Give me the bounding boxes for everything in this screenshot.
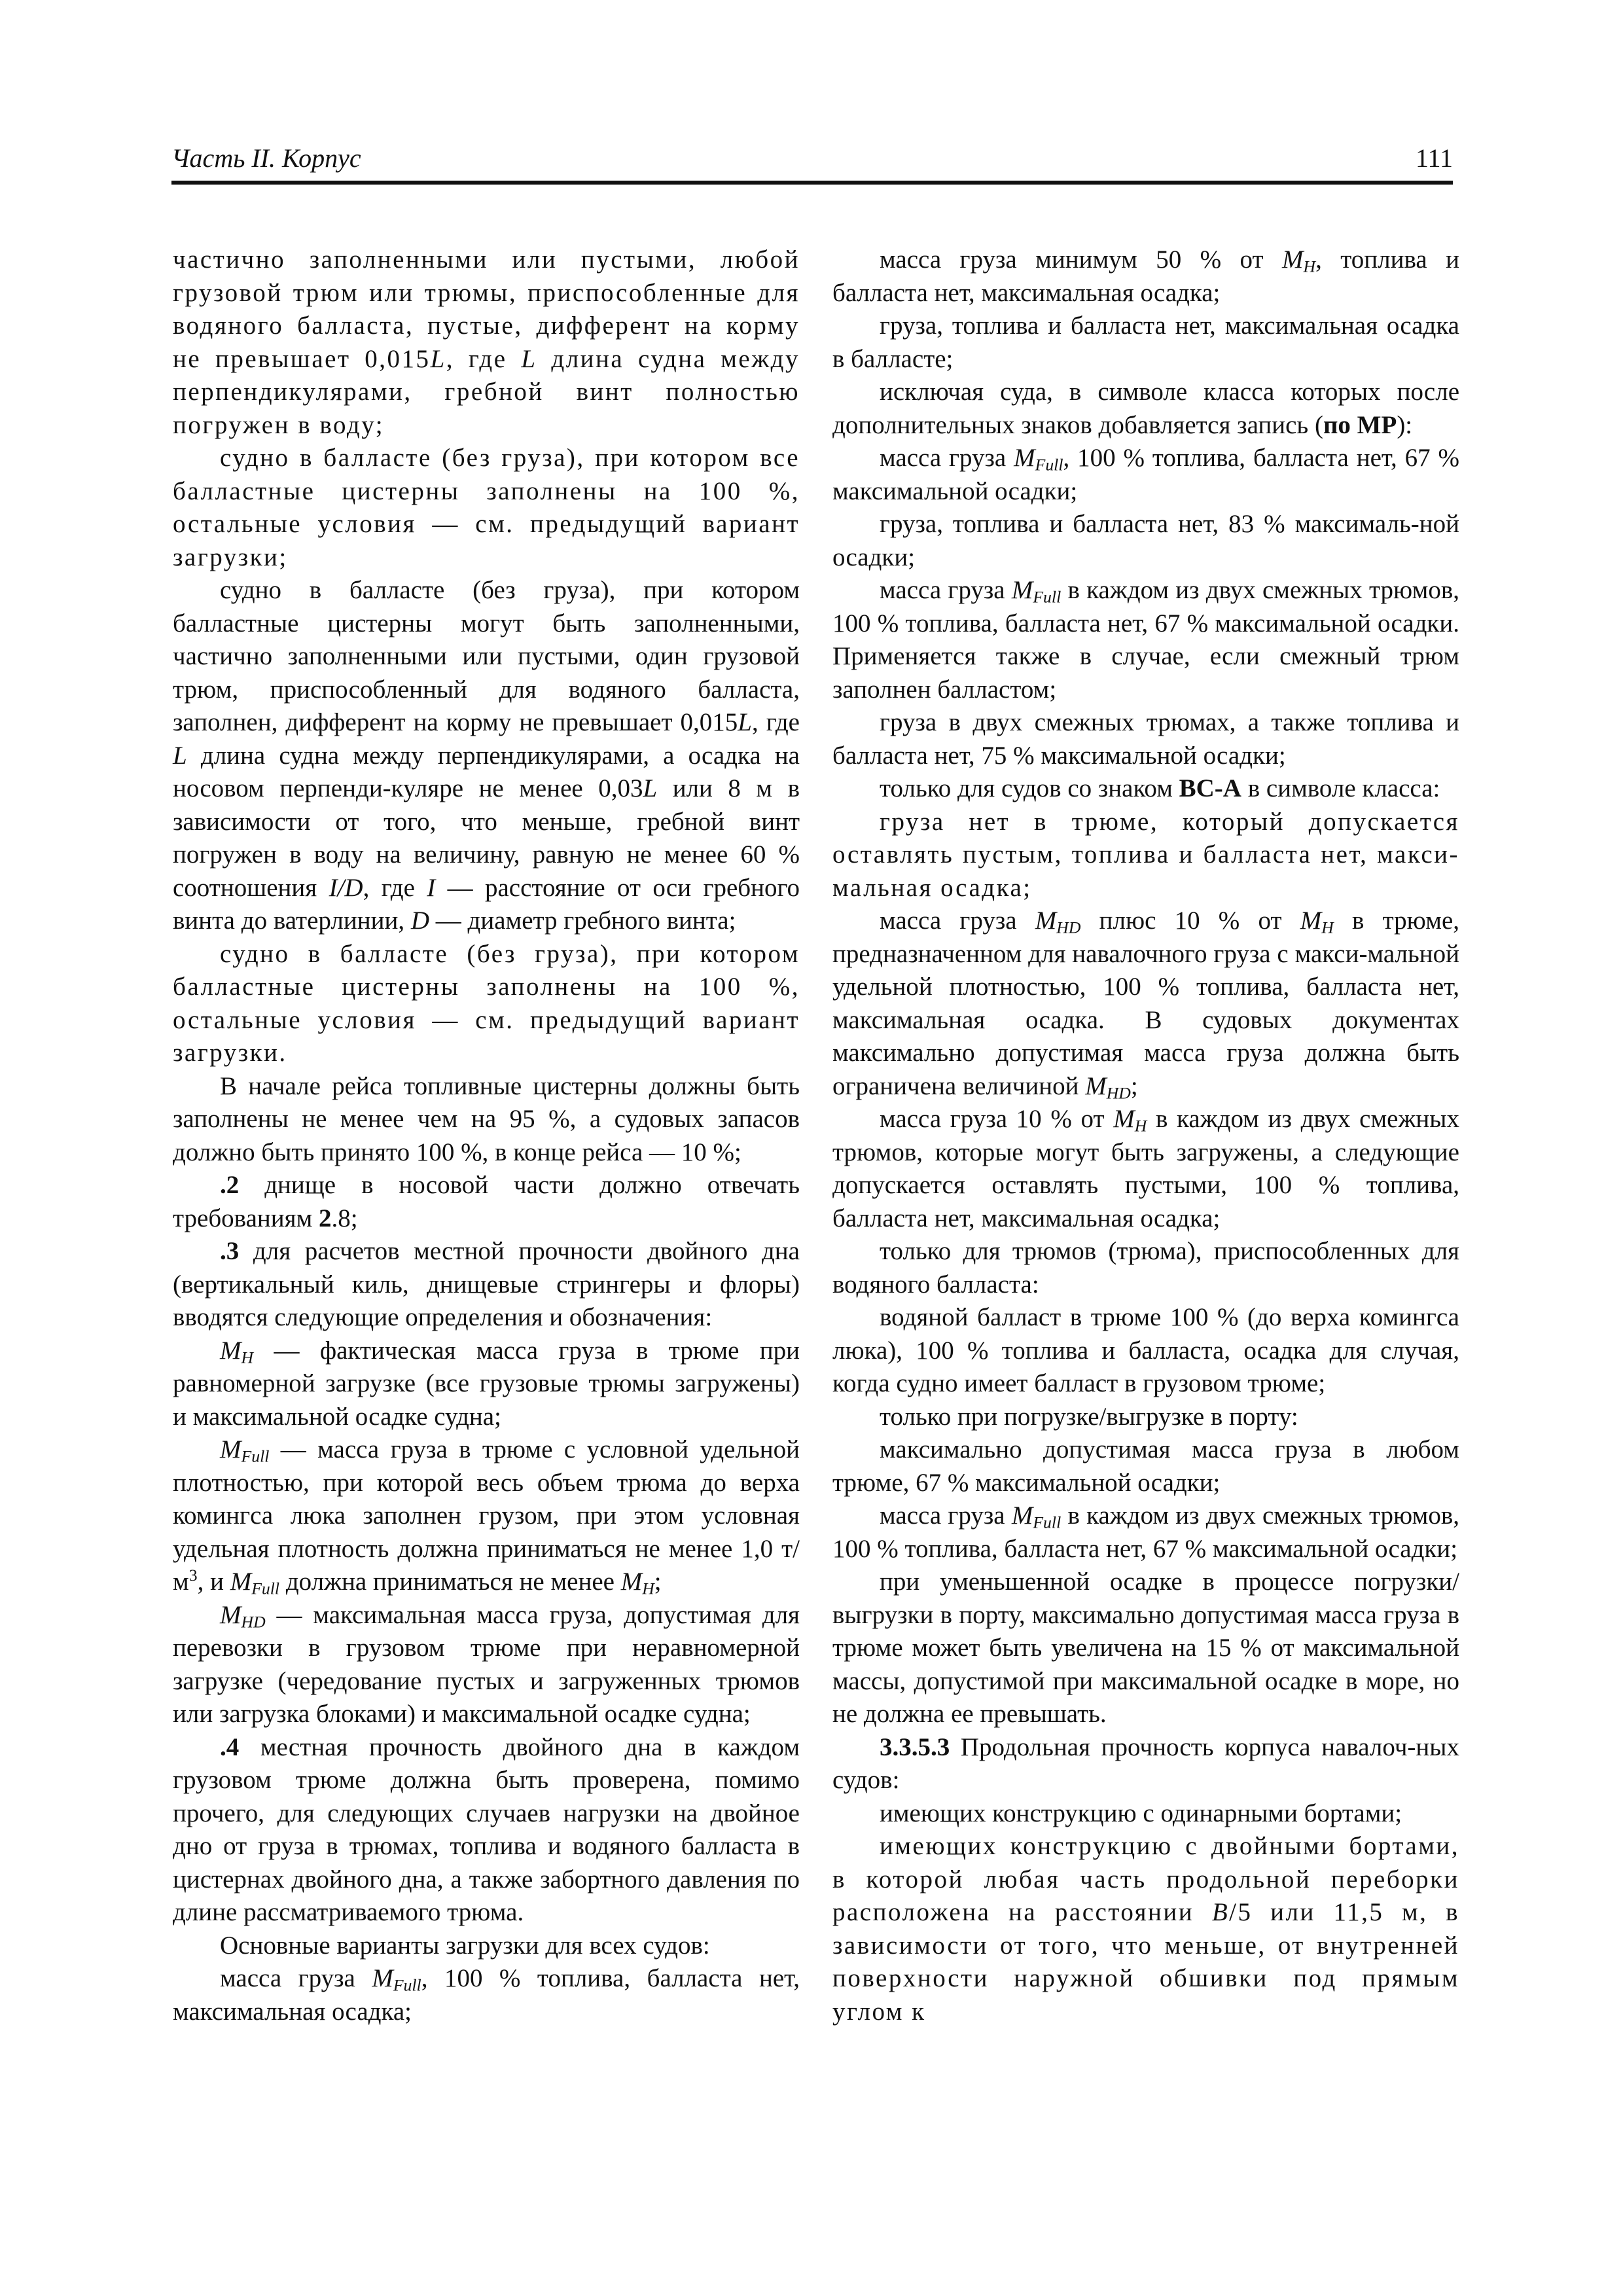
paragraph: масса груза $M_{Full}$ в каждом из двух смежных трюмов, 100 % топлива, балласта нет, 67 % максимальной осадки; <box>832 1501 1459 1563</box>
paragraph: Основные варианты загрузки для всех судов: <box>220 1931 710 1960</box>
paragraph: только для судов со знаком BC-A в символе класса: <box>880 774 1440 802</box>
paragraph: максимально допустимая масса груза в любом трюме, 67 % максимальной осадки; <box>832 1435 1459 1497</box>
paragraph: масса груза $M_{Full}$, 100 % топлива, балласта нет, 67 % максимальной осадки; <box>832 444 1459 505</box>
paragraph: .3 для расчетов местной прочности двойного дна (вертикальный киль, днищевые стрингеры и флоры) вводятся следующие определения и обозначения: <box>173 1237 800 1331</box>
paragraph: В начале рейса топливные цистерны должны быть заполнены не менее чем на 95 %, а судовых запасов должно быть принято 100 %, в конце рейса — 10 %; <box>173 1071 800 1166</box>
paragraph: масса груза $M_{Full}$, 100 % топлива, балласта нет, максимальная осадка; <box>173 1964 800 2026</box>
paragraph: исключая суда, в символе класса которых после дополнительных знаков добавляется запись (по МР): <box>832 378 1459 439</box>
paragraph: имеющих конструкцию с одинарными бортами; <box>880 1799 1402 1827</box>
paragraph: при уменьшенной осадке в процессе погрузки/ выгрузки в порту, максимально допустимая масса груза в трюме может быть увеличена на 15 % от максимальной массы, допустимой при максимальной осадке в море, но не должна ее превышать. <box>832 1568 1459 1728</box>
paragraph: $M_{HD}$ — максимальная масса груза, допустимая для перевозки в грузовом трюме при неравномерной загрузке (чередование пустых и загруженных трюмов или загрузка блоками) и максимальной осадке судна; <box>173 1600 800 1728</box>
paragraph: груза, топлива и балласта нет, 83 % максималь-ной осадки; <box>832 510 1459 571</box>
paragraph: .4 местная прочность двойного дна в каждом грузовом трюме должна быть проверена, помимо прочего, для следующих случаев нагрузки на двойное дно от груза в трюмах, топлива и водяного балласта в цистернах двойного дна, а также забортного давления по длине рассматриваемого трюма. <box>173 1732 800 1926</box>
paragraph: .2 днище в носовой части должно отвечать требованиям 2.8; <box>173 1171 800 1232</box>
paragraph: судно в балласте (без груза), при котором балластные цистерны могут быть заполненными, частично заполненными или пустыми, один грузовой трюм, приспособленный для водяного балласта, заполнен, дифферент на корму не превышает 0,015L, где L длина судна между перпендикулярами, а осадка на носовом перпенди-куляре не менее 0,03L или 8 м в зависимости от того, что меньше, гребной винт погружен в воду на величину, равную не менее 60 % соотношения I/D, где I — расстояние от оси гребного винта до ватерлинии, D — диаметр гребного винта; <box>173 576 800 935</box>
running-header-title: Часть II. Корпус <box>171 143 361 173</box>
paragraph: груза в двух смежных трюмах, а также топлива и балласта нет, 75 % максимальной осадки; <box>832 708 1459 770</box>
left-text-column <box>173 243 800 2028</box>
paragraph: масса груза $M_{Full}$ в каждом из двух смежных трюмов, 100 % топлива, балласта нет, 67 % максимальной осадки. Применяется также в случае, если смежный трюм заполнен балластом; <box>832 576 1459 704</box>
right-text-column <box>832 243 1459 2028</box>
paragraph: только для трюмов (трюма), приспособленных для водяного балласта: <box>832 1237 1459 1299</box>
paragraph: только при погрузке/выгрузке в порту: <box>880 1402 1298 1431</box>
paragraph: груза, топлива и балласта нет, максимальная осадка в балласте; <box>832 312 1459 373</box>
paragraph: судно в балласте (без груза), при котором все балластные цистерны заполнены на 100 %, остальные условия — см. предыдущий вариант загрузки; <box>173 444 800 571</box>
paragraph: 3.3.5.3 Продольная прочность корпуса навалоч-ных судов: <box>832 1732 1459 1794</box>
paragraph: $M_H$ — фактическая масса груза в трюме при равномерной загрузке (все грузовые трюмы загружены) и максимальной осадке судна; <box>173 1336 800 1431</box>
paragraph: масса груза минимум 50 % от $M_H$, топлива и балласта нет, максимальная осадка; <box>832 245 1459 307</box>
paragraph: судно в балласте (без груза), при котором балластные цистерны заполнены на 100 %, остальные условия — см. предыдущий вариант загрузки. <box>173 939 800 1067</box>
paragraph: масса груза 10 % от $M_H$ в каждом из двух смежных трюмов, которые могут быть загружены, а следующие допускается оставлять пустыми, 100 % топлива, балласта нет, максимальная осадка; <box>832 1105 1459 1232</box>
paragraph: груза нет в трюме, который допускается оставлять пустым, топлива и балласта нет, макси-мальная осадка; <box>832 807 1459 902</box>
page-header <box>171 140 1453 185</box>
page-number: 111 <box>1415 143 1453 173</box>
paragraph: водяной балласт в трюме 100 % (до верха комингса люка), 100 % топлива и балласта, осадка для случая, когда судно имеет балласт в грузовом трюме; <box>832 1303 1459 1397</box>
paragraph: имеющих конструкцию с двойными бортами, в которой любая часть продольной переборки расположена на расстоянии B/5 или 11,5 м, в зависимости от того, что меньше, от внутренней поверхности наружной обшивки под прямым углом к <box>832 1832 1460 2026</box>
paragraph: частично заполненными или пустыми, любой грузовой трюм или трюмы, приспособленные для водяного балласта, пустые, дифферент на корму не превышает 0,015L, где L длина судна между перпендикулярами, гребной винт полностью погружен в воду; <box>173 245 800 439</box>
paragraph: масса груза $M_{HD}$ плюс 10 % от $M_H$ в трюме, предназначенном для навалочного груза с макси-мальной удельной плотностью, 100 % топлива, балласта нет, максимальная осадка. В судовых документах максимально допустимая масса груза должна быть ограничена величиной $M_{HD}$; <box>832 906 1460 1102</box>
paragraph: $M_{Full}$ — масса груза в трюме с условной удельной плотностью, при которой весь объем трюма до верха комингса люка заполнен грузом, при этом условная удельная плотность должна приниматься не менее 1,0 $т/м^3$, и $M_{Full}$ должна приниматься не менее $M_H$; <box>173 1435 800 1598</box>
